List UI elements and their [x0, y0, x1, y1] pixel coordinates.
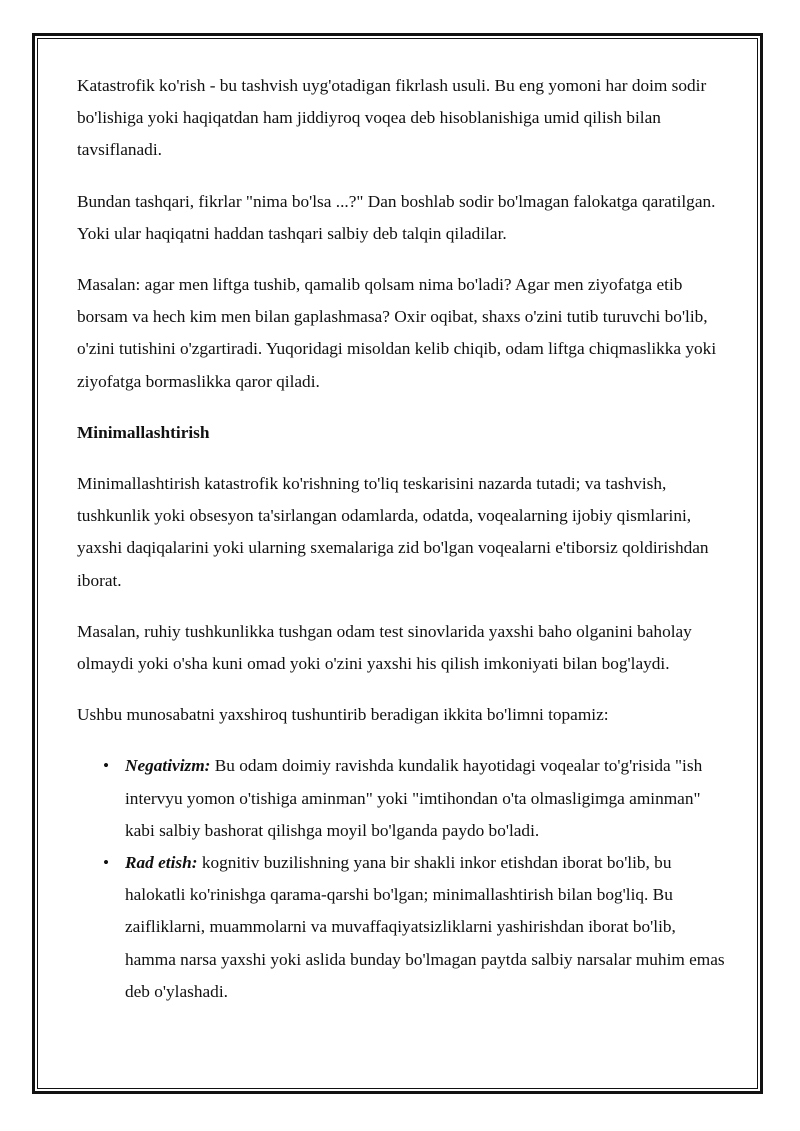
document-body [77, 70, 727, 1008]
list-item-negativism [103, 750, 727, 847]
paragraph-minimization-definition: Minimallashtirish katastrofik ko'rishning to'liq teskarisini nazarda tutadi; va tashvish, tushkunlik yoki obsesyon ta'sirlangan odamlarda, odatda, voqealarning ijobiy qismlarini, yaxshi daqiqalarini yoki ularning sxemalariga zid bo'lgan voqealarni e'tiborsiz qoldirishdan iborat. [77, 474, 709, 590]
list-item-term: Rad etish: [125, 853, 198, 873]
section-heading: Minimallashtirish [77, 422, 210, 442]
paragraph-elevator-example: Masalan: agar men liftga tushib, qamalib qolsam nima bo'ladi? Agar men ziyofatga etib borsam va hech kim men bilan gaplashmasa? Oxir oqibat, shaxs o'zini tutib turuvchi bo'lib, o'zini tutishini o'zgartiradi. Yuqoridagi misoldan kelib chiqib, odam liftga chiqmaslikka yoki ziyofatga bormaslikka qaror qiladi. [77, 275, 717, 391]
list-item-text: Bu odam doimiy ravishda kundalik hayotidagi voqealar to'g'risida "ish intervyu yomon o'tishiga aminman" yoki "imtihondan o'ta olmasligimga aminman" kabi salbiy bashorat qilishga moyil bo'lganda paydo bo'ladi. [125, 756, 703, 840]
bullet-icon: • [103, 756, 110, 776]
paragraph-list-intro: Ushbu munosabatni yaxshiroq tushuntirib beradigan ikkita bo'limni topamiz: [77, 705, 609, 725]
paragraph-depression-example: Masalan, ruhiy tushkunlikka tushgan odam test sinovlarida yaxshi baho olganini baholay olmaydi yoki o'sha kuni omad yoki o'zini yaxshi his qilish imkoniyati bilan bog'laydi. [77, 621, 692, 674]
bullet-list [77, 750, 727, 1008]
list-item-denial [103, 847, 727, 1008]
list-item-text: kognitiv buzilishning yana bir shakli inkor etishdan iborat bo'lib, bu halokatli ko'rinishga qarama-qarshi bo'lgan; minimallashtirish bilan bog'liq. Bu zaifliklarni, muammolarni va muvaffaqiyatsizliklarni yashirishdan iborat bo'lib, hamma narsa yaxshi yoki aslida bunday bo'lmagan paytda salbiy narsalar muhim emas deb o'ylashadi. [125, 853, 725, 1001]
paragraph-catastrophizing-definition: Katastrofik ko'rish - bu tashvish uyg'otadigan fikrlash usuli. Bu eng yomoni har doim sodir bo'lishiga yoki haqiqatdan ham jiddiyroq voqea deb hisoblanishiga umid qilish bilan tavsiflanadi. [77, 76, 707, 160]
list-item-term: Negativizm: [125, 756, 211, 776]
bullet-icon: • [103, 853, 110, 873]
paragraph-what-if-thoughts: Bundan tashqari, fikrlar "nima bo'lsa ...?" Dan boshlab sodir bo'lmagan falokatga qaratilgan. Yoki ular haqiqatni haddan tashqari salbiy deb talqin qiladilar. [77, 191, 716, 243]
